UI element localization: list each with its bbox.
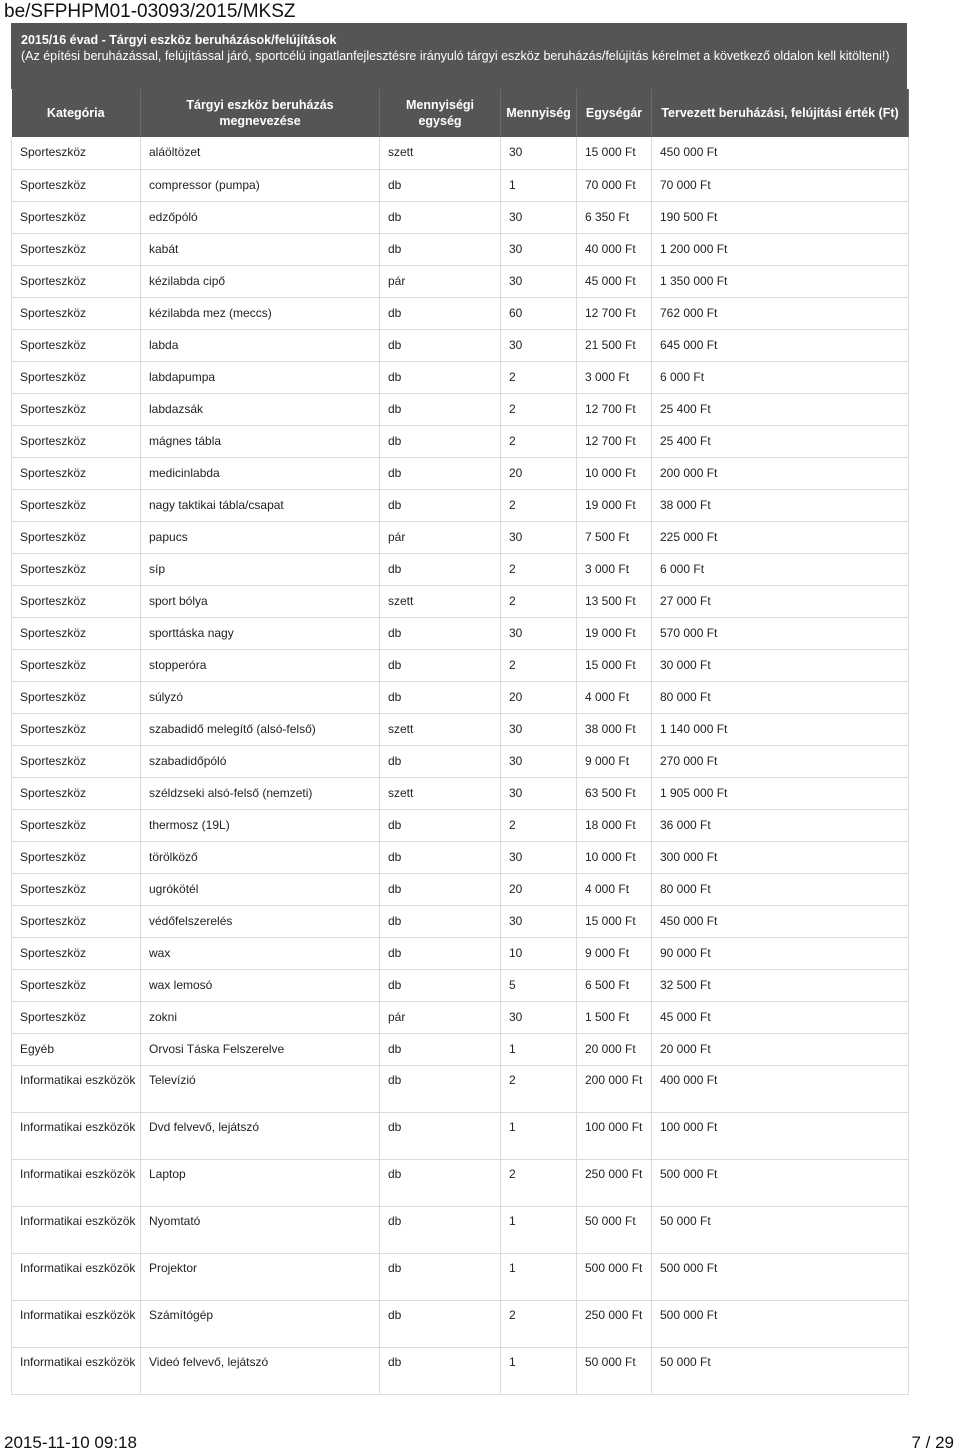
col-header-unit-price: Egységár [577,89,652,137]
cell-category: Informatikai eszközök [12,1253,141,1300]
cell-asset-name: törölköző [141,841,380,873]
table-row [12,393,909,425]
cell-unit-price: 1 500 Ft [577,1001,652,1033]
cell-unit-price: 15 000 Ft [577,137,652,169]
cell-unit: db [380,1033,501,1065]
cell-unit-price: 50 000 Ft [577,1347,652,1394]
cell-asset-name: wax lemosó [141,969,380,1001]
table-row [12,1347,909,1394]
cell-unit: szett [380,137,501,169]
table-row [12,425,909,457]
cell-category: Sporteszköz [12,969,141,1001]
cell-category: Sporteszköz [12,457,141,489]
table-row [12,297,909,329]
cell-unit: db [380,969,501,1001]
cell-category: Sporteszköz [12,585,141,617]
table-row [12,1206,909,1253]
asset-investment-table [11,89,909,1395]
cell-asset-name: labdazsák [141,393,380,425]
cell-unit-price: 6 350 Ft [577,201,652,233]
cell-unit: pár [380,1001,501,1033]
cell-asset-name: széldzseki alsó-felső (nemzeti) [141,777,380,809]
cell-unit: db [380,201,501,233]
table-row [12,681,909,713]
cell-unit: szett [380,585,501,617]
cell-category: Sporteszköz [12,649,141,681]
cell-category: Informatikai eszközök [12,1112,141,1159]
table-row [12,457,909,489]
cell-category: Sporteszköz [12,265,141,297]
cell-category: Sporteszköz [12,521,141,553]
cell-planned-value: 270 000 Ft [652,745,909,777]
cell-category: Sporteszköz [12,137,141,169]
cell-unit-price: 200 000 Ft [577,1065,652,1112]
cell-planned-value: 50 000 Ft [652,1347,909,1394]
cell-asset-name: sport bólya [141,585,380,617]
cell-planned-value: 200 000 Ft [652,457,909,489]
cell-asset-name: wax [141,937,380,969]
cell-unit: db [380,393,501,425]
cell-asset-name: nagy taktikai tábla/csapat [141,489,380,521]
cell-asset-name: védőfelszerelés [141,905,380,937]
cell-unit-price: 7 500 Ft [577,521,652,553]
cell-unit: db [380,937,501,969]
cell-unit: db [380,649,501,681]
table-row [12,329,909,361]
table-row [12,1159,909,1206]
cell-category: Egyéb [12,1033,141,1065]
cell-category: Sporteszköz [12,489,141,521]
cell-quantity: 2 [501,1065,577,1112]
cell-unit-price: 15 000 Ft [577,905,652,937]
cell-asset-name: labda [141,329,380,361]
cell-planned-value: 1 140 000 Ft [652,713,909,745]
cell-quantity: 1 [501,1347,577,1394]
section-header [11,23,907,89]
cell-planned-value: 300 000 Ft [652,841,909,873]
cell-category: Sporteszköz [12,873,141,905]
cell-unit-price: 21 500 Ft [577,329,652,361]
cell-quantity: 30 [501,713,577,745]
cell-unit: db [380,1112,501,1159]
cell-unit-price: 19 000 Ft [577,617,652,649]
cell-unit: db [380,1253,501,1300]
cell-quantity: 1 [501,169,577,201]
cell-asset-name: stopperóra [141,649,380,681]
table-row [12,937,909,969]
table-row [12,841,909,873]
cell-category: Sporteszköz [12,617,141,649]
cell-category: Sporteszköz [12,201,141,233]
cell-unit-price: 6 500 Ft [577,969,652,1001]
cell-asset-name: kabát [141,233,380,265]
footer-timestamp: 2015-11-10 09:18 [4,1433,137,1452]
cell-unit: db [380,745,501,777]
cell-planned-value: 190 500 Ft [652,201,909,233]
cell-quantity: 30 [501,137,577,169]
cell-unit: pár [380,265,501,297]
cell-category: Sporteszköz [12,937,141,969]
cell-unit: db [380,457,501,489]
cell-planned-value: 500 000 Ft [652,1159,909,1206]
cell-asset-name: Televízió [141,1065,380,1112]
table-row [12,1001,909,1033]
table-row [12,905,909,937]
cell-asset-name: Laptop [141,1159,380,1206]
cell-quantity: 30 [501,1001,577,1033]
cell-unit-price: 4 000 Ft [577,873,652,905]
cell-unit: db [380,297,501,329]
table-row [12,1253,909,1300]
table-row [12,553,909,585]
cell-category: Sporteszköz [12,745,141,777]
cell-planned-value: 45 000 Ft [652,1001,909,1033]
table-row [12,489,909,521]
cell-unit: db [380,233,501,265]
cell-unit: db [380,169,501,201]
cell-unit-price: 40 000 Ft [577,233,652,265]
cell-unit: db [380,1347,501,1394]
cell-planned-value: 450 000 Ft [652,137,909,169]
cell-quantity: 20 [501,873,577,905]
cell-planned-value: 20 000 Ft [652,1033,909,1065]
cell-quantity: 20 [501,681,577,713]
table-row [12,1065,909,1112]
cell-category: Informatikai eszközök [12,1347,141,1394]
col-header-quantity: Mennyiség [501,89,577,137]
cell-quantity: 30 [501,265,577,297]
table-row [12,713,909,745]
cell-planned-value: 80 000 Ft [652,873,909,905]
cell-planned-value: 1 905 000 Ft [652,777,909,809]
cell-quantity: 30 [501,521,577,553]
cell-planned-value: 500 000 Ft [652,1253,909,1300]
section-note: (Az építési beruházással, felújítással járó, sportcélú ingatlanfejlesztésre irányuló tárgyi eszköz beruházás/felújítás kérelmet a következő oldalon kell kitölteni!) [21,49,890,63]
table-row [12,1033,909,1065]
cell-quantity: 2 [501,393,577,425]
cell-planned-value: 25 400 Ft [652,425,909,457]
cell-asset-name: sporttáska nagy [141,617,380,649]
cell-category: Sporteszköz [12,713,141,745]
document-id: be/SFPHPM01-03093/2015/MKSZ [4,1,296,22]
cell-unit: db [380,905,501,937]
cell-category: Sporteszköz [12,393,141,425]
cell-asset-name: Projektor [141,1253,380,1300]
cell-unit: db [380,1206,501,1253]
table-row [12,969,909,1001]
cell-unit: db [380,681,501,713]
cell-category: Sporteszköz [12,233,141,265]
cell-planned-value: 38 000 Ft [652,489,909,521]
cell-category: Sporteszköz [12,777,141,809]
cell-category: Informatikai eszközök [12,1206,141,1253]
cell-planned-value: 32 500 Ft [652,969,909,1001]
section-title: 2015/16 évad - Tárgyi eszköz beruházások/felújítások [21,33,337,47]
table-row [12,201,909,233]
cell-quantity: 10 [501,937,577,969]
cell-quantity: 20 [501,457,577,489]
cell-asset-name: medicinlabda [141,457,380,489]
table-row [12,585,909,617]
cell-category: Sporteszköz [12,329,141,361]
col-header-asset-name: Tárgyi eszköz beruházás megnevezése [141,89,380,137]
cell-unit-price: 15 000 Ft [577,649,652,681]
col-header-unit: Mennyiségi egység [380,89,501,137]
cell-category: Informatikai eszközök [12,1300,141,1347]
table-row [12,1300,909,1347]
cell-unit: db [380,841,501,873]
cell-planned-value: 400 000 Ft [652,1065,909,1112]
table-row [12,361,909,393]
table-row [12,873,909,905]
cell-planned-value: 6 000 Ft [652,553,909,585]
cell-unit-price: 63 500 Ft [577,777,652,809]
cell-asset-name: súlyzó [141,681,380,713]
cell-unit-price: 12 700 Ft [577,393,652,425]
cell-asset-name: mágnes tábla [141,425,380,457]
cell-planned-value: 450 000 Ft [652,905,909,937]
cell-quantity: 2 [501,489,577,521]
cell-planned-value: 36 000 Ft [652,809,909,841]
cell-quantity: 2 [501,1300,577,1347]
cell-category: Sporteszköz [12,681,141,713]
cell-category: Sporteszköz [12,553,141,585]
cell-quantity: 2 [501,361,577,393]
table-row [12,809,909,841]
cell-quantity: 1 [501,1253,577,1300]
cell-category: Sporteszköz [12,905,141,937]
cell-planned-value: 25 400 Ft [652,393,909,425]
cell-unit-price: 4 000 Ft [577,681,652,713]
table-row [12,617,909,649]
cell-unit: db [380,361,501,393]
cell-planned-value: 1 350 000 Ft [652,265,909,297]
cell-unit: db [380,1300,501,1347]
cell-asset-name: compressor (pumpa) [141,169,380,201]
cell-unit-price: 250 000 Ft [577,1159,652,1206]
cell-planned-value: 100 000 Ft [652,1112,909,1159]
cell-asset-name: Dvd felvevő, lejátszó [141,1112,380,1159]
table-row [12,521,909,553]
table-row [12,137,909,169]
table-body [12,137,909,1394]
cell-unit-price: 10 000 Ft [577,457,652,489]
table-row [12,233,909,265]
cell-unit-price: 9 000 Ft [577,937,652,969]
cell-quantity: 1 [501,1206,577,1253]
table-row [12,649,909,681]
table-row [12,1112,909,1159]
cell-unit: db [380,489,501,521]
cell-unit: pár [380,521,501,553]
cell-asset-name: papucs [141,521,380,553]
cell-category: Sporteszköz [12,1001,141,1033]
cell-unit-price: 3 000 Ft [577,553,652,585]
cell-unit-price: 9 000 Ft [577,745,652,777]
col-header-planned-value: Tervezett beruházási, felújítási érték (Ft) [652,89,909,137]
cell-unit-price: 250 000 Ft [577,1300,652,1347]
cell-quantity: 30 [501,233,577,265]
cell-quantity: 2 [501,585,577,617]
cell-unit-price: 45 000 Ft [577,265,652,297]
cell-quantity: 60 [501,297,577,329]
cell-planned-value: 225 000 Ft [652,521,909,553]
cell-unit: db [380,809,501,841]
cell-planned-value: 50 000 Ft [652,1206,909,1253]
cell-unit-price: 100 000 Ft [577,1112,652,1159]
cell-asset-name: thermosz (19L) [141,809,380,841]
cell-category: Sporteszköz [12,297,141,329]
cell-asset-name: aláöltözet [141,137,380,169]
cell-asset-name: szabadidőpóló [141,745,380,777]
cell-planned-value: 500 000 Ft [652,1300,909,1347]
cell-unit-price: 70 000 Ft [577,169,652,201]
table-row [12,169,909,201]
cell-unit-price: 3 000 Ft [577,361,652,393]
cell-asset-name: kézilabda cipő [141,265,380,297]
cell-asset-name: szabadidő melegítő (alsó-felső) [141,713,380,745]
cell-asset-name: edzőpóló [141,201,380,233]
cell-planned-value: 27 000 Ft [652,585,909,617]
cell-asset-name: Nyomtató [141,1206,380,1253]
cell-planned-value: 1 200 000 Ft [652,233,909,265]
cell-unit-price: 19 000 Ft [577,489,652,521]
cell-planned-value: 6 000 Ft [652,361,909,393]
cell-planned-value: 762 000 Ft [652,297,909,329]
cell-unit-price: 10 000 Ft [577,841,652,873]
cell-quantity: 30 [501,617,577,649]
cell-asset-name: kézilabda mez (meccs) [141,297,380,329]
cell-unit: db [380,617,501,649]
cell-quantity: 5 [501,969,577,1001]
cell-unit: db [380,873,501,905]
cell-quantity: 30 [501,777,577,809]
cell-unit: db [380,553,501,585]
cell-unit: db [380,425,501,457]
cell-planned-value: 70 000 Ft [652,169,909,201]
cell-unit: szett [380,777,501,809]
cell-quantity: 1 [501,1033,577,1065]
cell-unit-price: 38 000 Ft [577,713,652,745]
cell-quantity: 2 [501,809,577,841]
table-row [12,745,909,777]
cell-unit: db [380,1159,501,1206]
cell-asset-name: síp [141,553,380,585]
cell-quantity: 30 [501,745,577,777]
cell-unit-price: 20 000 Ft [577,1033,652,1065]
cell-category: Sporteszköz [12,425,141,457]
cell-unit-price: 12 700 Ft [577,425,652,457]
cell-quantity: 30 [501,905,577,937]
cell-unit-price: 13 500 Ft [577,585,652,617]
table-row [12,265,909,297]
cell-unit-price: 12 700 Ft [577,297,652,329]
col-header-category: Kategória [12,89,141,137]
cell-unit: db [380,329,501,361]
cell-asset-name: Számítógép [141,1300,380,1347]
cell-planned-value: 80 000 Ft [652,681,909,713]
cell-planned-value: 570 000 Ft [652,617,909,649]
cell-category: Informatikai eszközök [12,1065,141,1112]
cell-planned-value: 90 000 Ft [652,937,909,969]
cell-quantity: 2 [501,553,577,585]
cell-quantity: 2 [501,425,577,457]
cell-planned-value: 645 000 Ft [652,329,909,361]
cell-unit: db [380,1065,501,1112]
cell-quantity: 2 [501,1159,577,1206]
cell-unit-price: 500 000 Ft [577,1253,652,1300]
table-row [12,777,909,809]
cell-asset-name: ugrókötél [141,873,380,905]
cell-category: Informatikai eszközök [12,1159,141,1206]
cell-category: Sporteszköz [12,169,141,201]
cell-unit-price: 18 000 Ft [577,809,652,841]
cell-asset-name: Orvosi Táska Felszerelve [141,1033,380,1065]
cell-quantity: 30 [501,841,577,873]
cell-unit-price: 50 000 Ft [577,1206,652,1253]
page-number: 7 / 29 [911,1433,954,1452]
cell-quantity: 2 [501,649,577,681]
cell-unit: szett [380,713,501,745]
cell-category: Sporteszköz [12,841,141,873]
cell-asset-name: labdapumpa [141,361,380,393]
cell-planned-value: 30 000 Ft [652,649,909,681]
cell-asset-name: Videó felvevő, lejátszó [141,1347,380,1394]
cell-quantity: 30 [501,201,577,233]
table-header-row [12,89,909,137]
cell-asset-name: zokni [141,1001,380,1033]
cell-category: Sporteszköz [12,809,141,841]
cell-category: Sporteszköz [12,361,141,393]
cell-quantity: 1 [501,1112,577,1159]
cell-quantity: 30 [501,329,577,361]
